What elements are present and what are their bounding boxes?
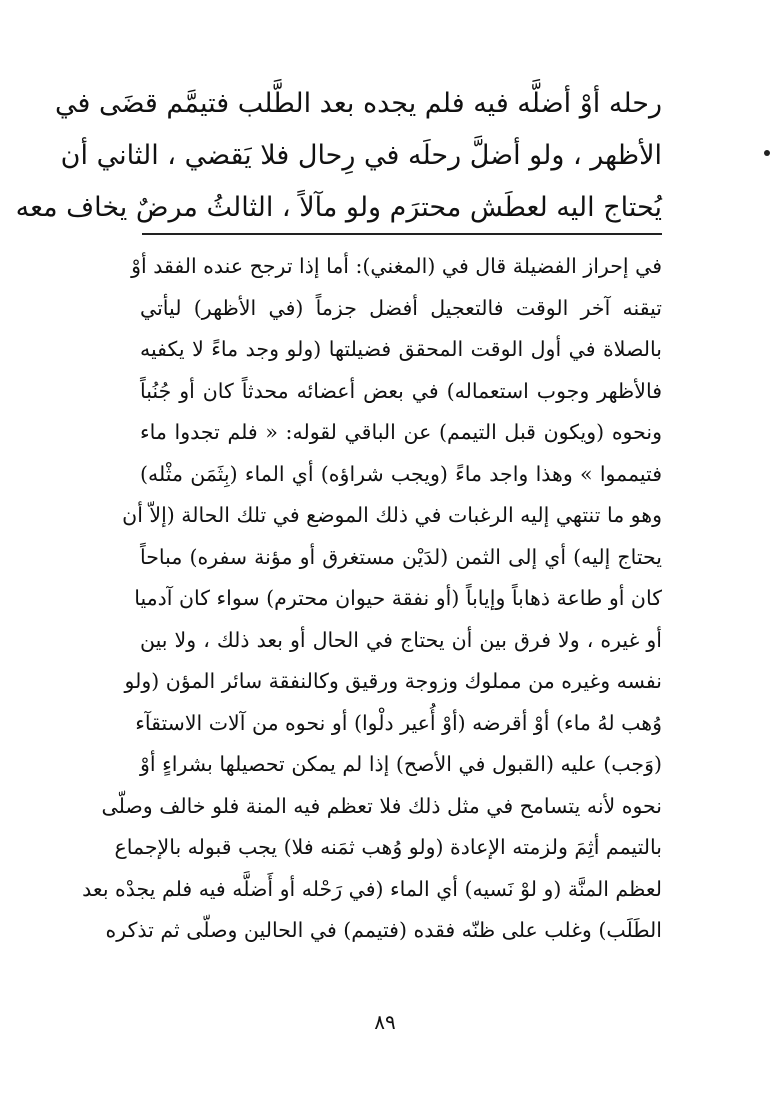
footnote-line: فالأظهر وجوب استعماله) في بعض أعضائه محدثاً كان أو جُنُباً: [140, 378, 662, 403]
footnote-line: ونحوه (ويكون قبل التيمم) عن الباقي لقوله: « فلم تجدوا ماء: [140, 420, 662, 444]
footnote-line: بالتيمم أثِمَ ولزمته الإعادة (ولو وُهب ثمَنه فلا) يجب قبوله بالإجماع: [114, 835, 662, 859]
footnote-line: في إحراز الفضيلة قال في (المغني): أما إذا ترجح عنده الفقد أوْ: [131, 254, 662, 278]
main-text-block: [15, 78, 662, 234]
main-text-line: الأظهر ، ولو أضلَّ رحلَه في رِحال فلا يَقضي ، الثاني أن: [60, 140, 662, 171]
footnote-divider: [142, 233, 662, 235]
footnote-line: كان أو طاعة ذهاباً وإياباً (أو نفقة حيوان محترم) سواء كان آدميا: [134, 586, 662, 610]
footnote-line: لعظم المنَّة (و لوْ نَسيه) أي الماء (في رَحْله أو أَضلَّه فيه فلم يجدْه بعد: [82, 876, 662, 901]
margin-dot-mark: [764, 150, 770, 156]
footnote-line: بالصلاة في أول الوقت المحقق فضيلتها (ولو وجد ماءً لا يكفيه: [140, 337, 662, 361]
footnote-line: وهو ما تنتهي إليه الرغبات في ذلك الموضع في تلك الحالة (إلاّ أن: [122, 503, 662, 527]
footnote-line: نحوه لأنه يتسامح في مثل ذلك فلا تعظم فيه المنة فلو خالف وصلّى: [101, 793, 662, 818]
footnote-line: تيقنه آخر الوقت فالتعجيل أفضل جزماً (في الأظهر) ليأتي: [140, 295, 662, 320]
page-number: ٨٩: [374, 1010, 396, 1034]
main-text-line: يُحتاج اليه لعطَش محترَم ولو مآلاً ، الثالثُ مرضٌ يخاف معه: [15, 192, 662, 223]
footnote-line: الطَلَب) وغلب على ظنّه فقده (فتيمم) في الحالين وصلّى ثم تذكره: [105, 918, 662, 942]
footnote-line: نفسه وغيره من مملوك وزوجة ورقيق وكالنفقة سائر المؤن (ولو: [124, 669, 662, 693]
footnote-line: (وَجب) عليه (القبول في الأصح) إذا لم يمكن تحصيلها بشراءٍ أوْ: [140, 752, 662, 776]
main-text-line: رحله أوْ أضلَّه فيه فلم يجده بعد الطَّلب فتيمَّم قضَى في: [54, 88, 662, 119]
footnote-line: فتيمموا » وهذا واجد ماءً (ويجب شراؤه) أي الماء (بِثَمَن مثْله): [140, 461, 662, 486]
footnote-line: يحتاج إليه) أي إلى الثمن (لدَيْن مستغرق أو مؤنة سفره) مباحاً: [140, 544, 662, 569]
footnote-line: وُهب لهُ ماء) أوْ أقرضه (أوْ أُعير دلْوا) أو نحوه من آلات الاستقآء: [135, 710, 662, 735]
footnote-line: أو غيره ، ولا فرق بين أن يحتاج في الحال أو بعد ذلك ، ولا بين: [140, 627, 662, 652]
footnote-block: [82, 246, 662, 952]
